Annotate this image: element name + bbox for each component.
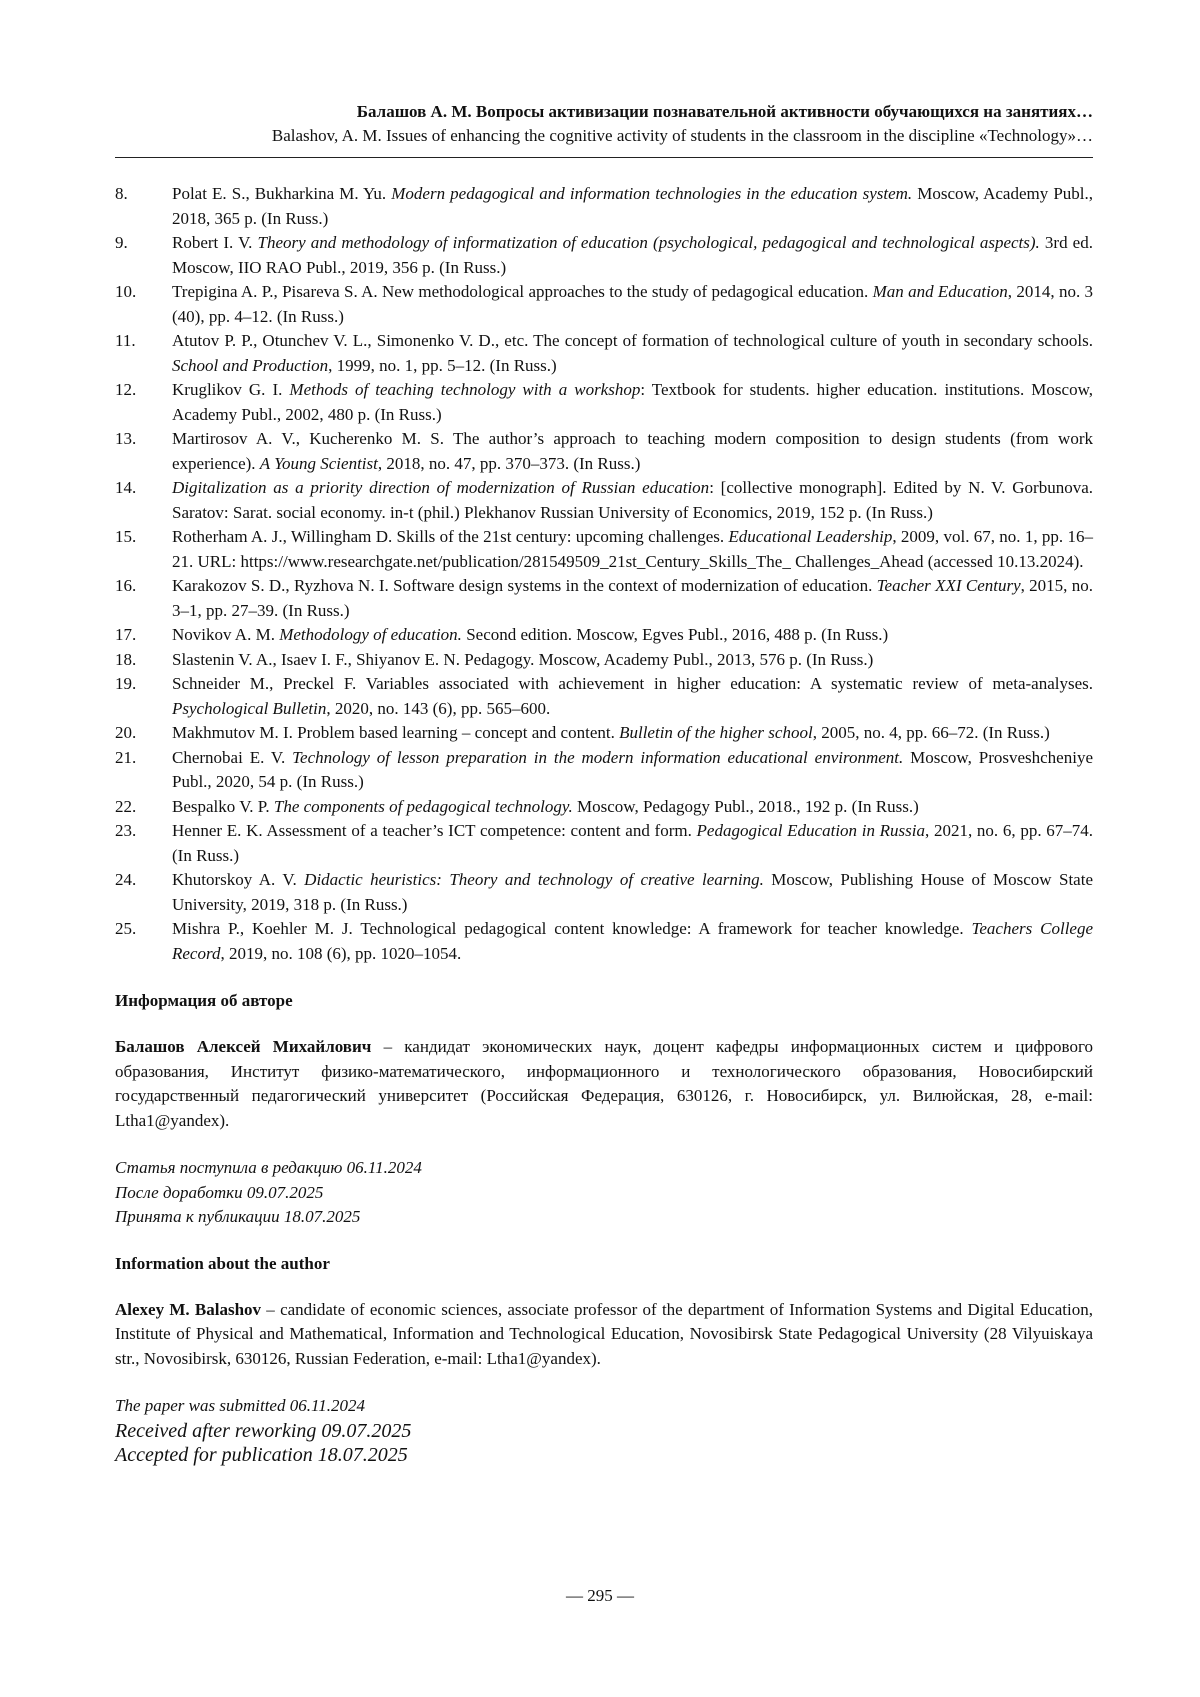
reference-number: 12. (115, 378, 136, 403)
reference-text: Polat E. S., Bukharkina M. Yu. (172, 184, 391, 203)
reference-number: 22. (115, 795, 136, 820)
reference-item (115, 648, 1093, 673)
reference-list (115, 182, 1093, 966)
reference-title: The components of pedagogical technology. (274, 797, 573, 816)
reference-title: Educational Leadership (728, 527, 892, 546)
page-number: — 295 — (0, 1586, 1200, 1606)
reference-text: Karakozov S. D., Ryzhova N. I. Software design systems in the context of modernization of education. (172, 576, 877, 595)
reference-item (115, 182, 1093, 231)
reference-item (115, 746, 1093, 795)
reference-text: Mishra P., Koehler M. J. Technological pedagogical content knowledge: A framework for teacher knowledge. (172, 919, 971, 938)
page-content (115, 100, 1093, 1467)
reference-item (115, 623, 1093, 648)
reference-title: Theory and methodology of informatization of education (psychological, pedagogical and technological aspects). (258, 233, 1040, 252)
reference-number: 13. (115, 427, 136, 452)
reference-item (115, 378, 1093, 427)
reference-text: Rotherham A. J., Willingham D. Skills of the 21st century: upcoming challenges. (172, 527, 728, 546)
reference-text: Kruglikov G. I. (172, 380, 289, 399)
date-accepted-en: Accepted for publication 18.07.2025 (115, 1443, 1093, 1467)
date-submitted-en: The paper was submitted 06.11.2024 (115, 1394, 1093, 1419)
reference-text: Martirosov A. V., Kucherenko M. S. The author’s approach to teaching modern composition to design students (from work experience). (172, 429, 1093, 473)
reference-title: Methodology of education. (279, 625, 462, 644)
author-name-en: Alexey M. Balashov (115, 1300, 261, 1319)
reference-title: Bulletin of the higher school (619, 723, 813, 742)
reference-text: Robert I. V. (172, 233, 258, 252)
author-info-heading-ru: Информация об авторе (115, 989, 1093, 1013)
reference-details: , 1999, no. 1, pp. 5–12. (In Russ.) (328, 356, 557, 375)
reference-title: Pedagogical Education in Russia (697, 821, 925, 840)
reference-number: 23. (115, 819, 136, 844)
reference-title: Digitalization as a priority direction of modernization of Russian education (172, 478, 709, 497)
reference-details: Moscow, Prosveshcheniye Publ., 2020, 54 p. (In Russ.) (172, 748, 1093, 792)
reference-details: Moscow, Academy Publ., 2018, 365 p. (In Russ.) (172, 184, 1093, 228)
reference-number: 17. (115, 623, 136, 648)
reference-item (115, 231, 1093, 280)
reference-text: Trepigina A. P., Pisareva S. A. New methodological approaches to the study of pedagogical education. (172, 282, 873, 301)
reference-text: Chernobai E. V. (172, 748, 292, 767)
reference-details: , 2005, no. 4, pp. 66–72. (In Russ.) (813, 723, 1050, 742)
reference-title: School and Production (172, 356, 328, 375)
reference-details: , 2009, vol. 67, no. 1, pp. 16–21. URL: https://www.researchgate.net/publication/281549509_21st_Century_Skills_The_ Challenges_Ahead (accessed 10.13.2024). (172, 527, 1093, 571)
reference-number: 16. (115, 574, 136, 599)
reference-text: Atutov P. P., Otunchev V. L., Simonenko V. D., etc. The concept of formation of technological culture of youth in secondary schools. (172, 331, 1093, 350)
reference-details: , 2014, no. 3 (40), pp. 4–12. (In Russ.) (172, 282, 1093, 326)
reference-title: Methods of teaching technology with a workshop (289, 380, 640, 399)
reference-title: Teachers College Record (172, 919, 1093, 963)
reference-number: 11. (115, 329, 136, 354)
reference-number: 10. (115, 280, 136, 305)
reference-title: Psychological Bulletin (172, 699, 326, 718)
reference-text: Schneider M., Preckel F. Variables associated with achievement in higher education: A systematic review of meta-analyses. (172, 674, 1093, 693)
reference-item (115, 795, 1093, 820)
author-bio-ru (115, 1035, 1093, 1133)
reference-text: Bespalko V. P. (172, 797, 274, 816)
author-name-ru: Балашов Алексей Михайлович (115, 1037, 371, 1056)
reference-details: , 2019, no. 108 (6), pp. 1020–1054. (220, 944, 461, 963)
reference-item (115, 868, 1093, 917)
reference-text: Khutorskoy A. V. (172, 870, 304, 889)
reference-number: 25. (115, 917, 136, 942)
reference-details: Moscow, Publishing House of Moscow State University, 2019, 318 p. (In Russ.) (172, 870, 1093, 914)
reference-details: , 2018, no. 47, pp. 370–373. (In Russ.) (378, 454, 641, 473)
reference-title: Didactic heuristics: Theory and technology of creative learning. (304, 870, 764, 889)
reference-details: , 2020, no. 143 (6), pp. 565–600. (326, 699, 550, 718)
reference-title: Modern pedagogical and information technologies in the education system. (391, 184, 912, 203)
reference-number: 24. (115, 868, 136, 893)
reference-details: : [collective monograph]. Edited by N. V. Gorbunova. Saratov: Sarat. social economy. in-t (phil.) Plekhanov Russian University of Economics, 2019, 152 p. (In Russ.) (172, 478, 1093, 522)
author-info-heading-en: Information about the author (115, 1252, 1093, 1276)
date-reworked-ru: После доработки 09.07.2025 (115, 1181, 1093, 1206)
reference-item (115, 329, 1093, 378)
reference-text: Henner E. K. Assessment of a teacher’s ICT competence: content and form. (172, 821, 697, 840)
reference-item (115, 427, 1093, 476)
reference-item (115, 672, 1093, 721)
reference-title: Teacher XXI Century (877, 576, 1021, 595)
reference-number: 14. (115, 476, 136, 501)
date-reworked-en: Received after reworking 09.07.2025 (115, 1419, 1093, 1443)
reference-number: 8. (115, 182, 128, 207)
reference-details: Moscow, Pedagogy Publ., 2018., 192 p. (In Russ.) (573, 797, 919, 816)
header-rule (115, 157, 1093, 158)
reference-item (115, 280, 1093, 329)
reference-number: 15. (115, 525, 136, 550)
reference-title: Man and Education (873, 282, 1008, 301)
running-head-en: Balashov, A. M. Issues of enhancing the cognitive activity of students in the classroom in the discipline «Technology»… (115, 124, 1093, 148)
running-head (115, 100, 1093, 148)
reference-number: 19. (115, 672, 136, 697)
reference-number: 9. (115, 231, 128, 256)
reference-item (115, 525, 1093, 574)
date-accepted-ru: Принята к публикации 18.07.2025 (115, 1205, 1093, 1230)
reference-details: 3rd ed. Moscow, IIO RAO Publ., 2019, 356 p. (In Russ.) (172, 233, 1093, 277)
reference-text: Novikov A. M. (172, 625, 279, 644)
reference-number: 21. (115, 746, 136, 771)
reference-number: 18. (115, 648, 136, 673)
reference-number: 20. (115, 721, 136, 746)
reference-item (115, 574, 1093, 623)
reference-title: Technology of lesson preparation in the modern information educational environment. (292, 748, 903, 767)
reference-details: , 2021, no. 6, pp. 67–74. (In Russ.) (172, 821, 1093, 865)
author-bio-ru-text: – кандидат экономических наук, доцент кафедры информационных систем и цифрового образования, Институт физико-математического, информационного и технологического образования, Новосибирский государственный педагогический университет (Российская Федерация, 630126, г. Новосибирск, ул. Вилюйская, 28, e-mail: Ltha1@yandex). (115, 1037, 1093, 1130)
author-bio-en (115, 1298, 1093, 1372)
reference-details: : Textbook for students. higher education. institutions. Moscow, Academy Publ., 2002, 480 p. (In Russ.) (172, 380, 1093, 424)
date-submitted-ru: Статья поступила в редакцию 06.11.2024 (115, 1156, 1093, 1181)
submission-dates-en (115, 1394, 1093, 1467)
author-bio-en-text: – candidate of economic sciences, associate professor of the department of Information Systems and Digital Education, Institute of Physical and Mathematical, Information and Technological Education, Novosibirsk State Pedagogical University (28 Vilyuiskaya str., Novosibirsk, 630126, Russian Federation, e-mail: Ltha1@yandex). (115, 1300, 1093, 1368)
reference-title: A Young Scientist (260, 454, 378, 473)
running-head-ru: Балашов А. М. Вопросы активизации познавательной активности обучающихся на занятиях… (115, 100, 1093, 124)
reference-item (115, 476, 1093, 525)
reference-text: Makhmutov M. I. Problem based learning – concept and content. (172, 723, 619, 742)
reference-item (115, 721, 1093, 746)
reference-item (115, 917, 1093, 966)
submission-dates-ru (115, 1156, 1093, 1230)
reference-details: Second edition. Moscow, Egves Publ., 2016, 488 p. (In Russ.) (462, 625, 888, 644)
reference-item (115, 819, 1093, 868)
reference-details: , 2015, no. 3–1, pp. 27–39. (In Russ.) (172, 576, 1093, 620)
reference-text: Slastenin V. A., Isaev I. F., Shiyanov E. N. Pedagogy. Moscow, Academy Publ., 2013, 576 p. (In Russ.) (172, 650, 873, 669)
